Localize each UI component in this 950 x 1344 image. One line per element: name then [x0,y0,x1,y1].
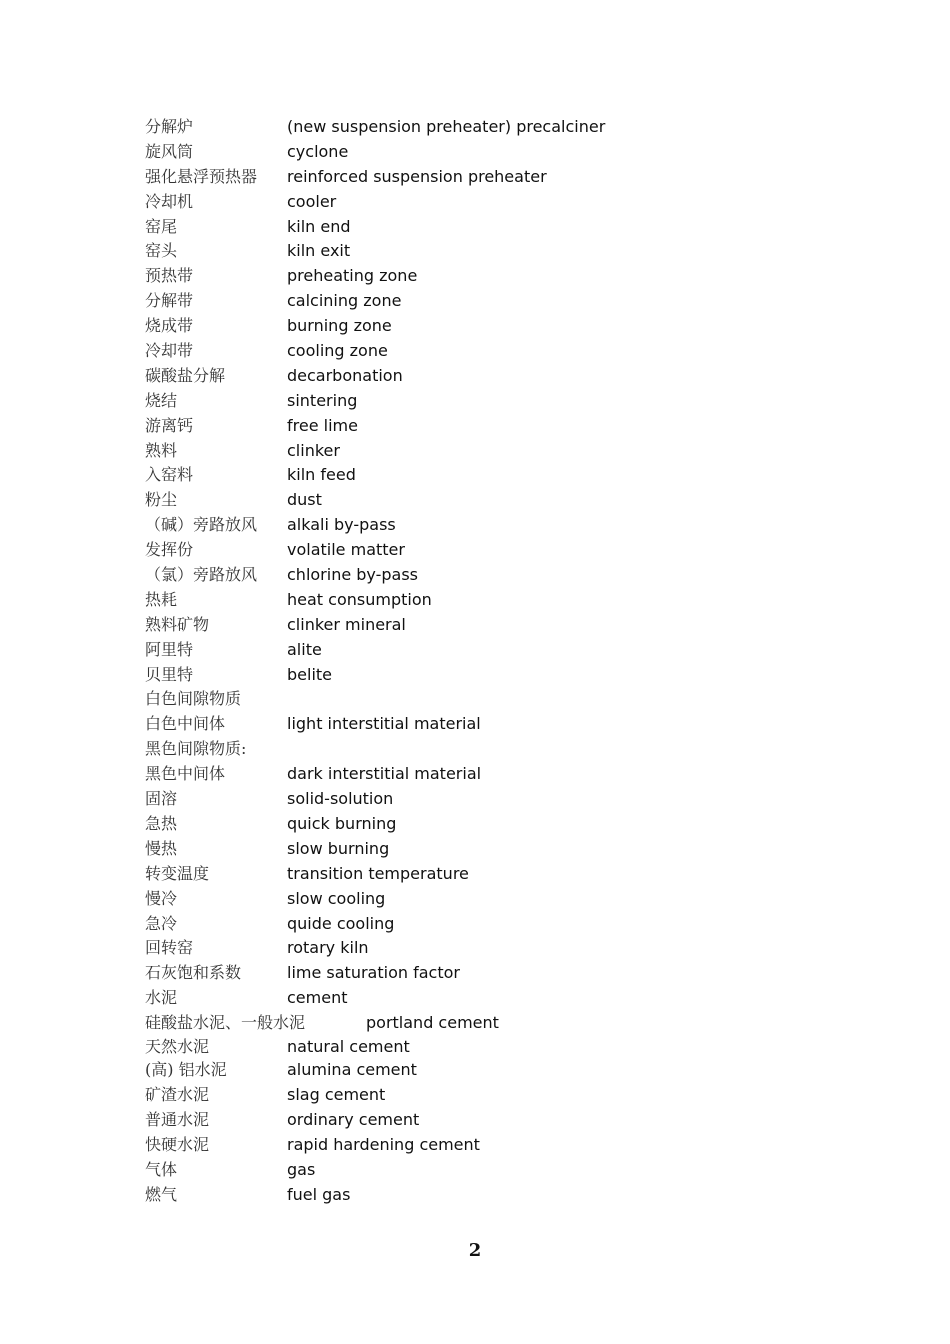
term-zh: 窑头 [145,241,178,261]
term-zh: （氯）旁路放风 [145,565,258,585]
term-zh: 白色间隙物质 [145,689,242,709]
glossary-row [145,339,845,364]
term-en: chlorine by-pass [287,565,419,585]
term-zh: （碱）旁路放风 [145,515,258,535]
term-zh: 石灰饱和系数 [145,963,242,983]
term-zh: 普通水泥 [145,1110,210,1130]
glossary-row [145,264,845,289]
term-zh: 矿渣水泥 [145,1085,210,1105]
term-en: slow cooling [287,888,386,908]
term-en: alumina cement [287,1060,417,1080]
term-zh: 阿里特 [145,639,194,659]
term-zh: 气体 [145,1160,178,1180]
glossary-row [145,364,845,389]
term-zh: 黑色中间体 [145,764,226,784]
term-zh: 烧成带 [145,316,194,336]
term-zh: 黑色间隙物质: [145,739,247,759]
term-zh: 熟料矿物 [145,614,210,634]
term-zh: (高) 铝水泥 [145,1060,227,1080]
term-en: burning zone [287,316,392,336]
term-en: quick burning [287,813,397,833]
term-en: preheating zone [287,266,418,286]
term-en: rapid hardening cement [287,1135,480,1155]
term-en: rotary kiln [287,938,369,958]
term-en: dust [287,490,322,510]
term-zh: 慢冷 [145,888,178,908]
term-zh: 熟料 [145,440,178,460]
glossary-row [145,1183,845,1208]
glossary-row [145,1058,845,1083]
term-zh: 冷却带 [145,341,194,361]
term-en: clinker mineral [287,614,406,634]
term-zh: 冷却机 [145,191,194,211]
glossary-row [145,1133,845,1158]
term-zh: 预热带 [145,266,194,286]
glossary-row [145,712,845,737]
term-en: cement [287,988,348,1008]
term-en: solid-solution [287,789,394,809]
term-en: lime saturation factor [287,963,460,983]
term-zh: 急热 [145,813,178,833]
term-zh: 强化悬浮预热器 [145,166,258,186]
glossary-row [145,215,845,240]
term-zh: 分解带 [145,291,194,311]
glossary-row [145,837,845,862]
glossary-row [145,986,845,1011]
term-en: belite [287,664,333,684]
term-en: volatile matter [287,540,405,560]
term-zh: 入窑料 [145,465,194,485]
glossary-row [145,812,845,837]
glossary-row [145,439,845,464]
term-en: heat consumption [287,589,432,609]
term-en: slow burning [287,838,390,858]
glossary-row [145,1158,845,1183]
glossary-row [145,588,845,613]
glossary-row [145,414,845,439]
term-zh: 碳酸盐分解 [145,365,226,385]
term-zh: 水泥 [145,988,178,1008]
glossary-row [145,613,845,638]
glossary-row [145,1108,845,1133]
glossary-row [145,961,845,986]
glossary-row [145,687,845,712]
term-en: light interstitial material [287,714,481,734]
term-en: cyclone [287,141,349,161]
term-zh: 游离钙 [145,415,194,435]
term-zh: 旋风筒 [145,141,194,161]
glossary-row [145,140,845,165]
glossary-row [145,165,845,190]
glossary-row [145,638,845,663]
term-zh: 粉尘 [145,490,178,510]
term-en: fuel gas [287,1184,351,1204]
glossary-row [145,389,845,414]
term-zh: 贝里特 [145,664,194,684]
term-en: gas [287,1160,316,1180]
glossary-row [145,887,845,912]
term-en: free lime [287,415,358,435]
glossary-row [145,314,845,339]
glossary-row [145,190,845,215]
term-en: portland cement [366,1013,499,1033]
glossary-row [145,862,845,887]
term-zh: 慢热 [145,838,178,858]
glossary-row [145,1036,845,1059]
glossary-row [145,1011,845,1036]
glossary-row [145,239,845,264]
glossary-row [145,538,845,563]
term-zh: 烧结 [145,390,178,410]
glossary-list [145,115,845,1208]
term-en: clinker [287,440,340,460]
term-zh: 硅酸盐水泥、一般水泥 [145,1013,306,1033]
glossary-row [145,663,845,688]
term-en: dark interstitial material [287,764,482,784]
term-zh: 分解炉 [145,117,194,136]
term-zh: 转变温度 [145,863,210,883]
term-zh: 燃气 [145,1184,178,1204]
term-en: ordinary cement [287,1110,420,1130]
glossary-row [145,513,845,538]
term-en: (new suspension preheater) precalciner [287,117,606,136]
glossary-row [145,762,845,787]
term-en: natural cement [287,1036,410,1056]
term-en: kiln end [287,216,351,236]
term-en: cooling zone [287,341,388,361]
term-zh: 白色中间体 [145,714,226,734]
page-number: 2 [468,1240,482,1261]
term-zh: 快硬水泥 [145,1135,210,1155]
glossary-row [145,787,845,812]
term-en: cooler [287,191,337,211]
glossary-row [145,737,845,762]
term-en: quide cooling [287,913,395,933]
term-en: decarbonation [287,365,403,385]
term-en: alite [287,639,322,659]
term-en: slag cement [287,1085,386,1105]
glossary-row [145,936,845,961]
glossary-row [145,912,845,937]
term-en: calcining zone [287,291,402,311]
term-zh: 发挥份 [145,540,194,560]
term-zh: 固溶 [145,789,178,809]
glossary-row [145,563,845,588]
term-en: kiln feed [287,465,356,485]
term-en: transition temperature [287,863,469,883]
term-zh: 急冷 [145,913,178,933]
term-zh: 窑尾 [145,216,178,236]
term-en: reinforced suspension preheater [287,166,547,186]
glossary-row [145,1083,845,1108]
term-en: alkali by-pass [287,515,396,535]
term-zh: 天然水泥 [145,1036,210,1056]
term-zh: 热耗 [145,589,178,609]
glossary-row [145,115,845,140]
glossary-row [145,289,845,314]
glossary-row [145,488,845,513]
term-zh: 回转窑 [145,938,194,958]
glossary-row [145,463,845,488]
term-en: kiln exit [287,241,351,261]
term-en: sintering [287,390,358,410]
